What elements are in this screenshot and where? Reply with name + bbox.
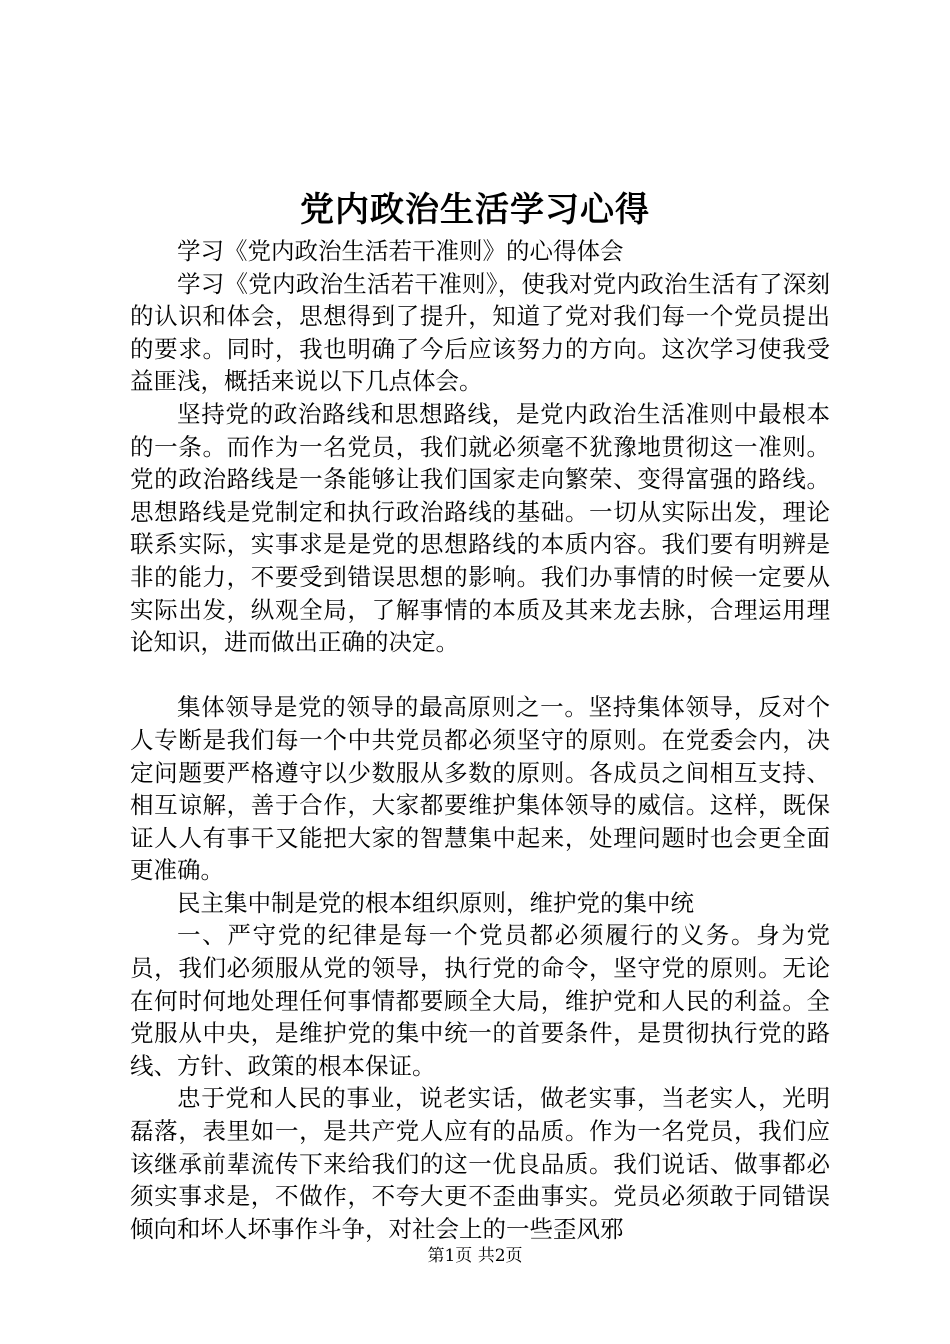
paragraph-loyalty: 忠于党和人民的事业，说老实话，做老实事，当老实人，光明磊落，表里如一，是共产党人应有的品质。作为一名党员，我们应该继承前辈流传下来给我们的这一优良品质。我们说话、做事都必须实事求是，不做作，不夸大更不歪曲事实。党员必须敢于同错误倾向和坏人坏事作斗争，对社会上的一些歪风邪 bbox=[130, 1084, 830, 1243]
paragraph-intro: 学习《党内政治生活若干准则》，使我对党内政治生活有了深刻的认识和体会，思想得到了提升，知道了党对我们每一个党员提出的要求。同时，我也明确了今后应该努力的方向。这次学习使我受益匪浅，概括来说以下几点体会。 bbox=[130, 269, 830, 396]
paragraph-democratic-centralism: 民主集中制是党的根本组织原则，维护党的集中统 bbox=[177, 888, 694, 917]
paragraph-party-discipline: 一、严守党的纪律是每一个党员都必须履行的义务。身为党员，我们必须服从党的领导，执行党的命令，坚守党的原则。无论在何时何地处理任何事情都要顾全大局，维护党和人民的利益。全党服从中央，是维护党的集中统一的首要条件，是贯彻执行党的路线、方针、政策的根本保证。 bbox=[130, 921, 830, 1080]
document-body bbox=[130, 235, 830, 1245]
document-title: 党内政治生活学习心得 bbox=[300, 190, 650, 230]
paragraph-collective-leadership: 集体领导是党的领导的最高原则之一。坚持集体领导，反对个人专断是我们每一个中共党员都必须坚守的原则。在党委会内，决定问题要严格遵守以少数服从多数的原则。各成员之间相互支持、相互谅解，善于合作，大家都要维护集体领导的威信。这样，既保证人人有事干又能把大家的智慧集中起来，处理问题时也会更全面更准确。 bbox=[130, 693, 830, 885]
paragraph-political-line: 坚持党的政治路线和思想路线，是党内政治生活准则中最根本的一条。而作为一名党员，我们就必须毫不犹豫地贯彻这一准则。党的政治路线是一条能够让我们国家走向繁荣、变得富强的路线。思想路线是党制定和执行政治路线的基础。一切从实际出发，理论联系实际，实事求是是党的思想路线的本质内容。我们要有明辨是非的能力，不要受到错误思想的影响。我们办事情的时候一定要从实际出发，纵观全局，了解事情的本质及其来龙去脉，合理运用理论知识，进而做出正确的决定。 bbox=[130, 399, 830, 657]
page-number-footer: 第1页 共2页 bbox=[427, 1246, 523, 1266]
paragraph-subtitle: 学习《党内政治生活若干准则》的心得体会 bbox=[177, 237, 624, 265]
